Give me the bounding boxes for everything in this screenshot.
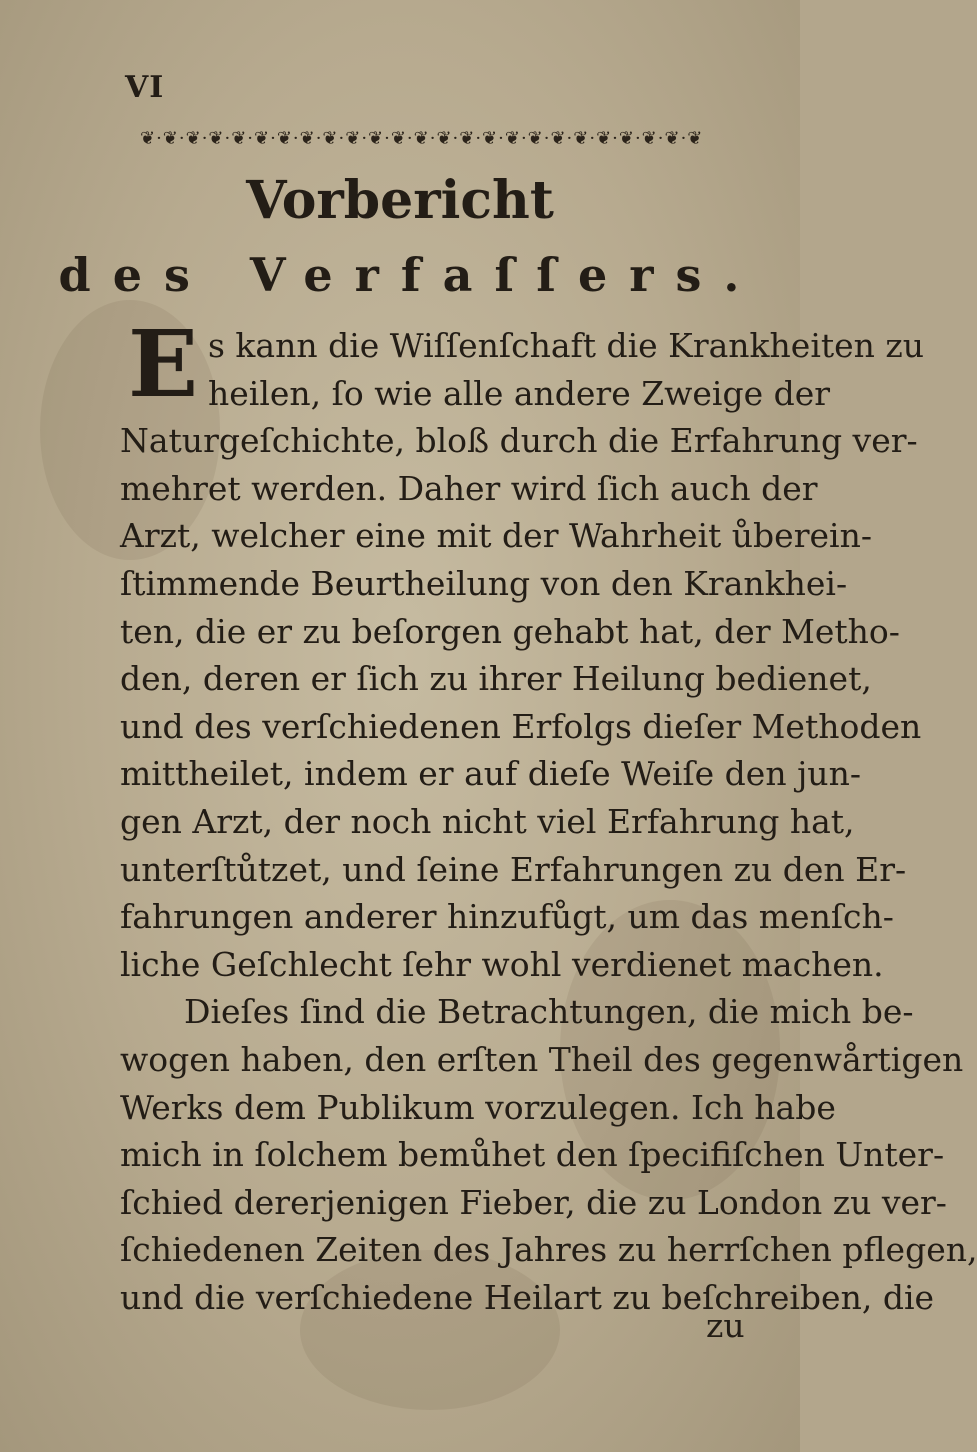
text-line: ſtimmende Beurtheilung von den Krankhei- [120,563,848,603]
text-line: ten, die er zu beſorgen gehabt hat, der Metho- [120,611,900,651]
text-line: mittheilet, indem er auf dieſe Weiſe den jun- [120,754,861,794]
text-line: Werks dem Publikum vorzulegen. Ich habe [120,1087,836,1127]
text-line: liche Geſchlecht ſehr wohl verdienet machen. [120,944,884,984]
body-text [120,322,977,1321]
page-title: Vorbericht [246,170,554,231]
text-line: fahrungen anderer hinzufůgt, um das menſch- [120,897,894,937]
text-line: heilen, ſo wie alle andere Zweige der [208,373,831,413]
text-line: gen Arzt, der noch nicht viel Erfahrung hat, [120,801,855,841]
text-line: Dieſes ſind die Betrachtungen, die mich be- [184,992,914,1032]
page-number: VI [125,70,165,105]
text-line: mehret werden. Daher wird ſich auch der [120,468,818,508]
text-line: wogen haben, den erſten Theil des gegenwårtigen [120,1039,964,1079]
text-line: unterſtůtzet, und ſeine Erfahrungen zu den Er- [120,849,907,889]
page-subtitle: des Verfaſſers. [58,248,762,302]
text-line: Arzt, welcher eine mit der Wahrheit ůberein- [120,516,872,556]
text-line: s kann die Wiſſenſchaft die Krankheiten zu [208,326,925,365]
text-line: ſchied dererjenigen Fieber, die zu London zu ver- [120,1182,947,1222]
catchword: zu [706,1306,745,1345]
text-line: und die verſchiedene Heilart zu beſchreiben, die [120,1277,935,1317]
text-line: Naturgeſchichte, bloß durch die Erfahrung ver- [120,421,918,461]
ornament-rule: ❦·❦·❦·❦·❦·❦·❦·❦·❦·❦·❦·❦·❦·❦·❦·❦·❦·❦·❦·❦·❦·❦·❦·❦·❦ [140,128,704,149]
text-line: mich in ſolchem bemůhet den ſpecifiſchen Unter- [120,1135,945,1175]
drop-capital: E [127,310,199,418]
text-line: ſchiedenen Zeiten des Jahres zu herrſchen pflegen, [120,1230,977,1270]
text-line: und des verſchiedenen Erfolgs dieſer Methoden [120,706,922,746]
text-line: den, deren er ſich zu ihrer Heilung bedienet, [120,659,872,699]
